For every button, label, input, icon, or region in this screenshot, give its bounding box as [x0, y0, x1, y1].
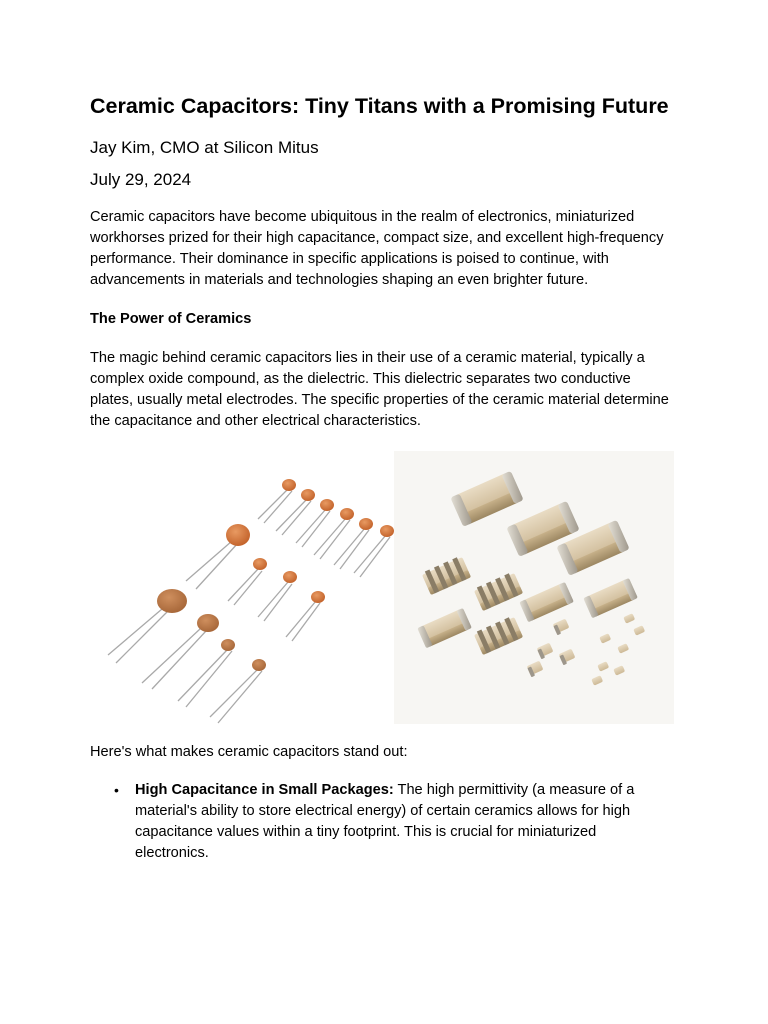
- section-heading: The Power of Ceramics: [90, 311, 252, 327]
- feature-title: High Capacitance in Small Packages:: [135, 782, 394, 798]
- features-list: [90, 780, 670, 864]
- stand-out-paragraph: Here's what makes ceramic capacitors stand out:: [90, 744, 408, 760]
- article-date: July 29, 2024: [90, 170, 192, 189]
- feature-text: The high permittivity (a measure of a material's ability to store electrical energy) of certain ceramics allows for high capacitance values within a tiny footprint. This is crucial for miniaturized electronics.: [135, 782, 635, 861]
- power-paragraph: The magic behind ceramic capacitors lies in their use of a ceramic material, typically a complex oxide compound, as the dielectric. This dielectric separates two conductive plates, usually metal electrodes. The specific properties of the ceramic material determine the capacitance and other electrical characteristics.: [90, 350, 669, 429]
- article-title: Ceramic Capacitors: Tiny Titans with a Promising Future: [90, 94, 669, 118]
- article: [90, 93, 670, 864]
- list-item: [114, 780, 670, 864]
- capacitors-photo: [102, 451, 674, 724]
- article-author: Jay Kim, CMO at Silicon Mitus: [90, 138, 319, 157]
- bullet-icon: •: [114, 782, 119, 798]
- intro-paragraph: Ceramic capacitors have become ubiquitous in the realm of electronics, miniaturized workhorses prized for their high capacitance, compact size, and excellent high-frequency performance. Their dominance in specific applications is poised to continue, with advancements in materials and technologies shaping an even brighter future.: [90, 209, 664, 288]
